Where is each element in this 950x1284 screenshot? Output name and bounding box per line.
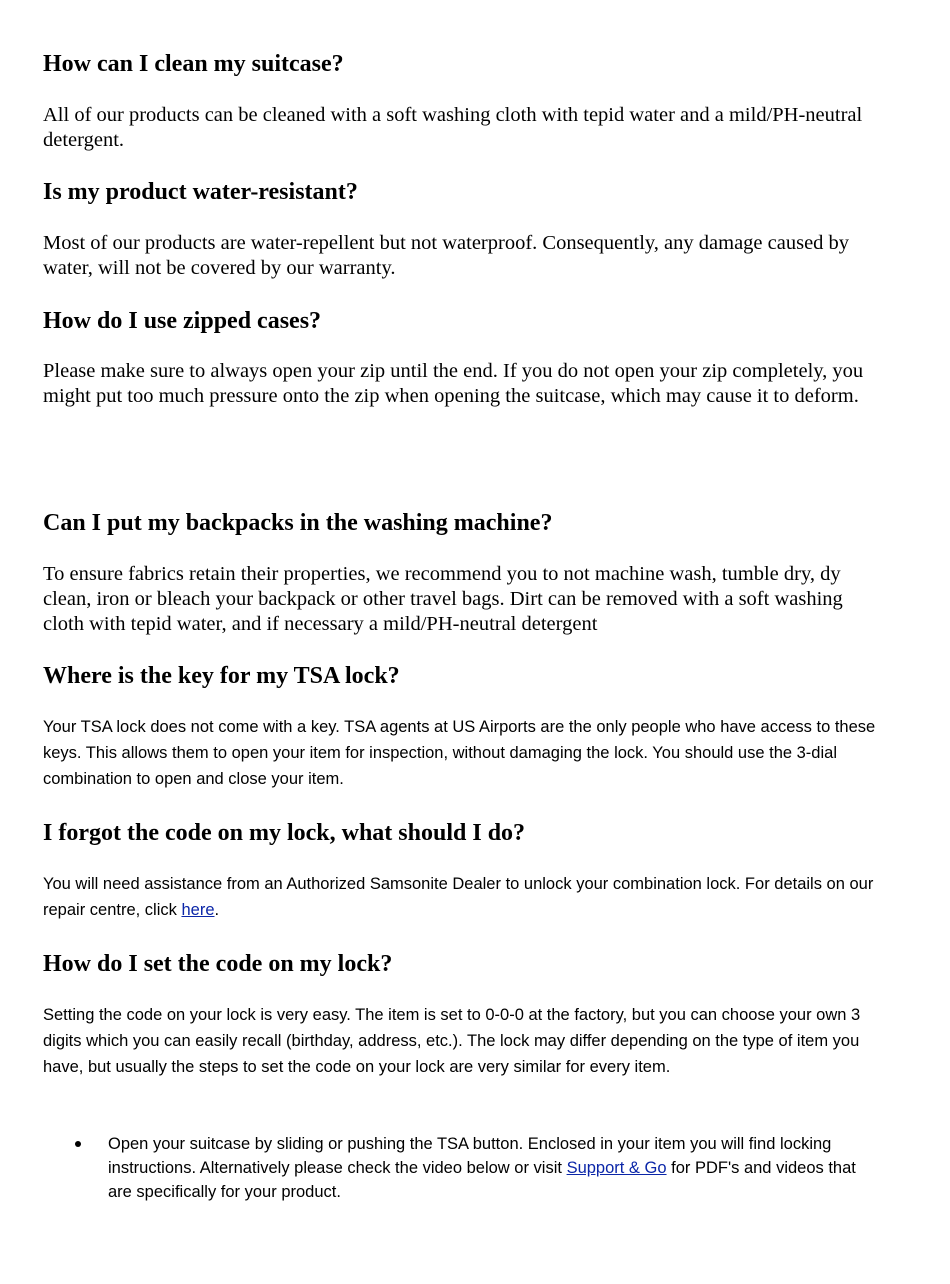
set-code-step <box>43 1132 868 1204</box>
faq-question-zipped-cases: How do I use zipped cases? <box>43 308 322 334</box>
faq-question-tsa-key: Where is the key for my TSA lock? <box>43 663 400 689</box>
faq-answer-forgot-code <box>43 871 888 923</box>
faq-answer-zipped-cases: Please make sure to always open your zip until the end. If you do not open your zip completely, you might put too much pressure onto the zip when opening the suitcase, which may cause it to deform. <box>43 360 864 407</box>
faq-answer-water-resistant: Most of our products are water-repellent but not waterproof. Consequently, any damage caused by water, will not be covered by our warranty. <box>43 232 850 279</box>
faq-question-backpacks-washing: Can I put my backpacks in the washing machine? <box>43 510 553 536</box>
faq-question-forgot-code: I forgot the code on my lock, what should I do? <box>43 820 526 846</box>
faq-answer-tsa-key: Your TSA lock does not come with a key. TSA agents at US Airports are the only people who have access to these keys. This allows them to open your item for inspection, without damaging the lock. You should use the 3-dial combination to open and close your item. <box>43 718 876 788</box>
faq-answer-set-code: Setting the code on your lock is very easy. The item is set to 0-0-0 at the factory, but you can choose your own 3 digits which you can easily recall (birthday, address, etc.). The lock may differ depending on the type of item you have, but usually the steps to set the code on your lock are very similar for every item. <box>43 1006 861 1076</box>
set-code-step-text: Open your suitcase by sliding or pushing the TSA button. Enclosed in your item you will find locking instructions. Alternatively please check the video below or visit <box>108 1135 832 1177</box>
repair-centre-link[interactable]: here <box>181 901 215 919</box>
faq-question-set-code: How do I set the code on my lock? <box>43 951 393 977</box>
faq-answer-forgot-code-text: You will need assistance from an Authorized Samsonite Dealer to unlock your combination lock. For details on our repair centre, click <box>43 875 874 919</box>
faq-answer-clean-suitcase: All of our products can be cleaned with a soft washing cloth with tepid water and a mild/PH-neutral detergent. <box>43 104 863 151</box>
support-and-go-link[interactable]: Support & Go <box>566 1159 667 1177</box>
faq-answer-backpacks-washing: To ensure fabrics retain their properties, we recommend you to not machine wash, tumble dry, dy clean, iron or bleach your backpack or other travel bags. Dirt can be removed with a soft washing cloth with tepid water, and if necessary a mild/PH-neutral detergent <box>43 563 843 635</box>
faq-question-water-resistant: Is my product water-resistant? <box>43 179 358 205</box>
bullet-icon <box>75 1141 81 1147</box>
set-code-steps-list <box>43 1132 888 1204</box>
set-code-step-text-end: for PDF's and videos that are specifically for your product. <box>108 1159 856 1201</box>
faq-question-clean-suitcase: How can I clean my suitcase? <box>43 51 344 77</box>
faq-answer-forgot-code-end: . <box>214 901 220 919</box>
